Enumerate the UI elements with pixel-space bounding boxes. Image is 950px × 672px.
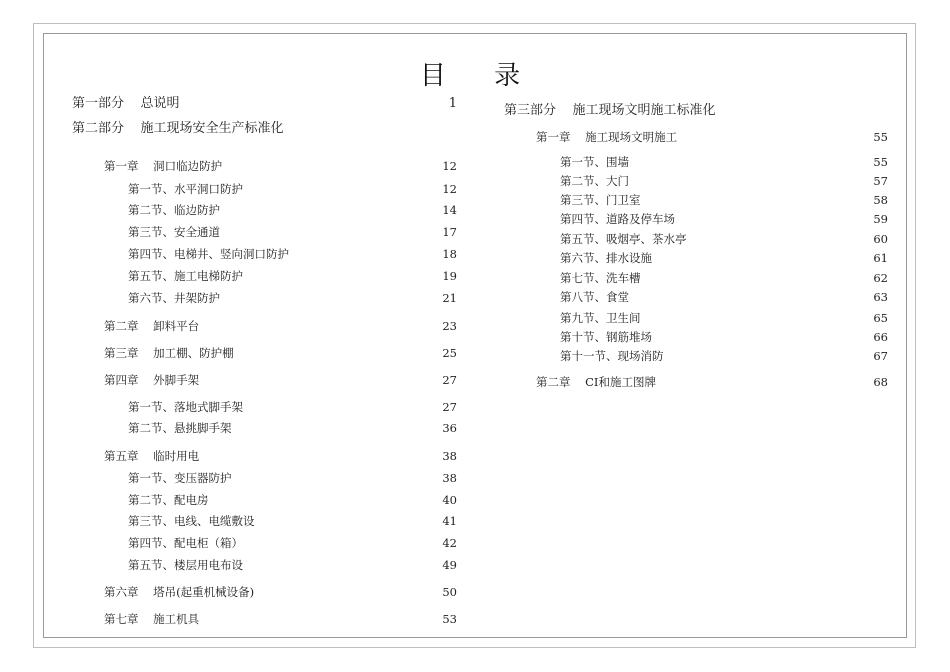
toc-entry-label: 第二章 CI和施工图牌 [536, 375, 656, 389]
toc-entry-page-number: 57 [873, 174, 888, 188]
toc-entry-page-number: 1 [448, 96, 457, 111]
toc-entry-sec [560, 288, 888, 306]
toc-entry-sec [128, 223, 457, 241]
toc-entry-page-number: 41 [442, 514, 457, 528]
toc-entry-label: 第二节、临边防护 [128, 203, 220, 217]
toc-entry-label: 第六节、井架防护 [128, 291, 220, 305]
toc-entry-page-number: 50 [442, 585, 457, 599]
toc-entry-label: 第十一节、现场消防 [560, 349, 664, 363]
toc-entry-sec [128, 534, 457, 552]
toc-entry-label: 第五节、楼层用电布设 [128, 558, 243, 572]
toc-entry-page-number: 17 [442, 225, 457, 239]
toc-entry-label: 第三部分 施工现场文明施工标准化 [504, 103, 716, 118]
toc-entry-sec [560, 328, 888, 346]
toc-entry-chap [104, 317, 457, 335]
toc-entry-label: 第四节、电梯井、竖向洞口防护 [128, 247, 289, 261]
toc-entry-sec [560, 249, 888, 267]
toc-entry-label: 第七章 施工机具 [104, 612, 200, 626]
toc-entry-sec [128, 267, 457, 285]
toc-entry-label: 第十节、钢筋堆场 [560, 330, 652, 344]
toc-entry-label: 第五节、吸烟亭、茶水亭 [560, 232, 687, 246]
toc-entry-page-number: 58 [873, 193, 888, 207]
toc-entry-label: 第一节、变压器防护 [128, 471, 232, 485]
toc-entry-page-number: 38 [442, 471, 457, 485]
toc-entry-chap [104, 371, 457, 389]
toc-entry-sec [560, 191, 888, 209]
toc-entry-label: 第一章 施工现场文明施工 [536, 130, 678, 144]
toc-entry-label: 第一节、围墙 [560, 155, 629, 169]
toc-entry-page-number: 55 [873, 130, 888, 144]
toc-entry-sec [560, 153, 888, 171]
toc-entry-label: 第一章 洞口临边防护 [104, 159, 223, 173]
toc-entry-page-number: 14 [442, 203, 457, 217]
toc-entry-page-number: 53 [442, 612, 457, 626]
toc-entry-label: 第六章 塔吊(起重机械设备) [104, 585, 255, 599]
toc-entry-page-number: 55 [873, 155, 888, 169]
toc-entry-page-number: 63 [873, 290, 888, 304]
toc-entry-page-number: 36 [442, 421, 457, 435]
toc-entry-part [72, 95, 457, 113]
toc-title: 目 录 [419, 61, 541, 91]
toc-entry-page-number: 59 [873, 212, 888, 226]
toc-entry-chap [104, 344, 457, 362]
toc-entry-sec [128, 398, 457, 416]
toc-entry-sec [560, 172, 888, 190]
toc-entry-label: 第四节、道路及停车场 [560, 212, 675, 226]
toc-entry-label: 第一节、落地式脚手架 [128, 400, 243, 414]
toc-entry-label: 第二节、大门 [560, 174, 629, 188]
toc-entry-sec [128, 512, 457, 530]
toc-entry-page-number: 67 [873, 349, 888, 363]
toc-entry-label: 第三节、安全通道 [128, 225, 220, 239]
toc-entry-label: 第六节、排水设施 [560, 251, 652, 265]
toc-entry-label: 第四章 外脚手架 [104, 373, 200, 387]
toc-entry-page-number: 21 [442, 291, 457, 305]
toc-entry-page-number: 65 [873, 311, 888, 325]
toc-entry-part [504, 102, 888, 120]
toc-entry-sec [560, 210, 888, 228]
toc-entry-label: 第二节、悬挑脚手架 [128, 421, 232, 435]
toc-entry-label: 第五章 临时用电 [104, 449, 200, 463]
toc-entry-label: 第二章 卸料平台 [104, 319, 200, 333]
toc-entry-page-number: 38 [442, 449, 457, 463]
toc-entry-sec [128, 491, 457, 509]
toc-entry-label: 第五节、施工电梯防护 [128, 269, 243, 283]
toc-entry-sec [560, 309, 888, 327]
toc-entry-label: 第四节、配电柜（箱） [128, 536, 243, 550]
toc-entry-label: 第九节、卫生间 [560, 311, 641, 325]
toc-entry-label: 第八节、食堂 [560, 290, 629, 304]
toc-entry-sec [128, 180, 457, 198]
toc-entry-sec [128, 556, 457, 574]
toc-entry-sec [128, 201, 457, 219]
toc-entry-chap [104, 583, 457, 601]
toc-entry-label: 第三节、电线、电缆敷设 [128, 514, 255, 528]
toc-entry-page-number: 23 [442, 319, 457, 333]
toc-entry-page-number: 40 [442, 493, 457, 507]
toc-entry-page-number: 60 [873, 232, 888, 246]
toc-entry-label: 第七节、洗车槽 [560, 271, 641, 285]
toc-entry-sec [128, 289, 457, 307]
toc-entry-part [72, 120, 457, 138]
toc-entry-page-number: 19 [442, 269, 457, 283]
toc-entry-chap [536, 128, 888, 146]
toc-entry-page-number: 62 [873, 271, 888, 285]
toc-entry-label: 第一部分 总说明 [72, 96, 180, 111]
toc-entry-page-number: 12 [442, 159, 457, 173]
toc-entry-label: 第一节、水平洞口防护 [128, 182, 243, 196]
toc-entry-page-number: 12 [442, 182, 457, 196]
toc-entry-sec [560, 347, 888, 365]
toc-entry-page-number: 42 [442, 536, 457, 550]
toc-entry-page-number: 18 [442, 247, 457, 261]
toc-entry-page-number: 68 [873, 375, 888, 389]
toc-entry-sec [128, 245, 457, 263]
toc-entry-page-number: 25 [442, 346, 457, 360]
toc-entry-chap [536, 373, 888, 391]
toc-entry-label: 第三章 加工棚、防护棚 [104, 346, 234, 360]
toc-entry-label: 第二节、配电房 [128, 493, 209, 507]
toc-entry-sec [128, 469, 457, 487]
toc-entry-page-number: 66 [873, 330, 888, 344]
toc-entry-sec [128, 419, 457, 437]
toc-entry-label: 第三节、门卫室 [560, 193, 641, 207]
toc-entry-chap [104, 610, 457, 628]
toc-entry-page-number: 27 [442, 373, 457, 387]
toc-entry-sec [560, 269, 888, 287]
toc-entry-chap [104, 157, 457, 175]
toc-entry-page-number: 61 [873, 251, 888, 265]
toc-entry-sec [560, 230, 888, 248]
toc-entry-page-number: 27 [442, 400, 457, 414]
toc-entry-page-number: 49 [442, 558, 457, 572]
toc-entry-label: 第二部分 施工现场安全生产标准化 [72, 121, 284, 136]
toc-entry-chap [104, 447, 457, 465]
